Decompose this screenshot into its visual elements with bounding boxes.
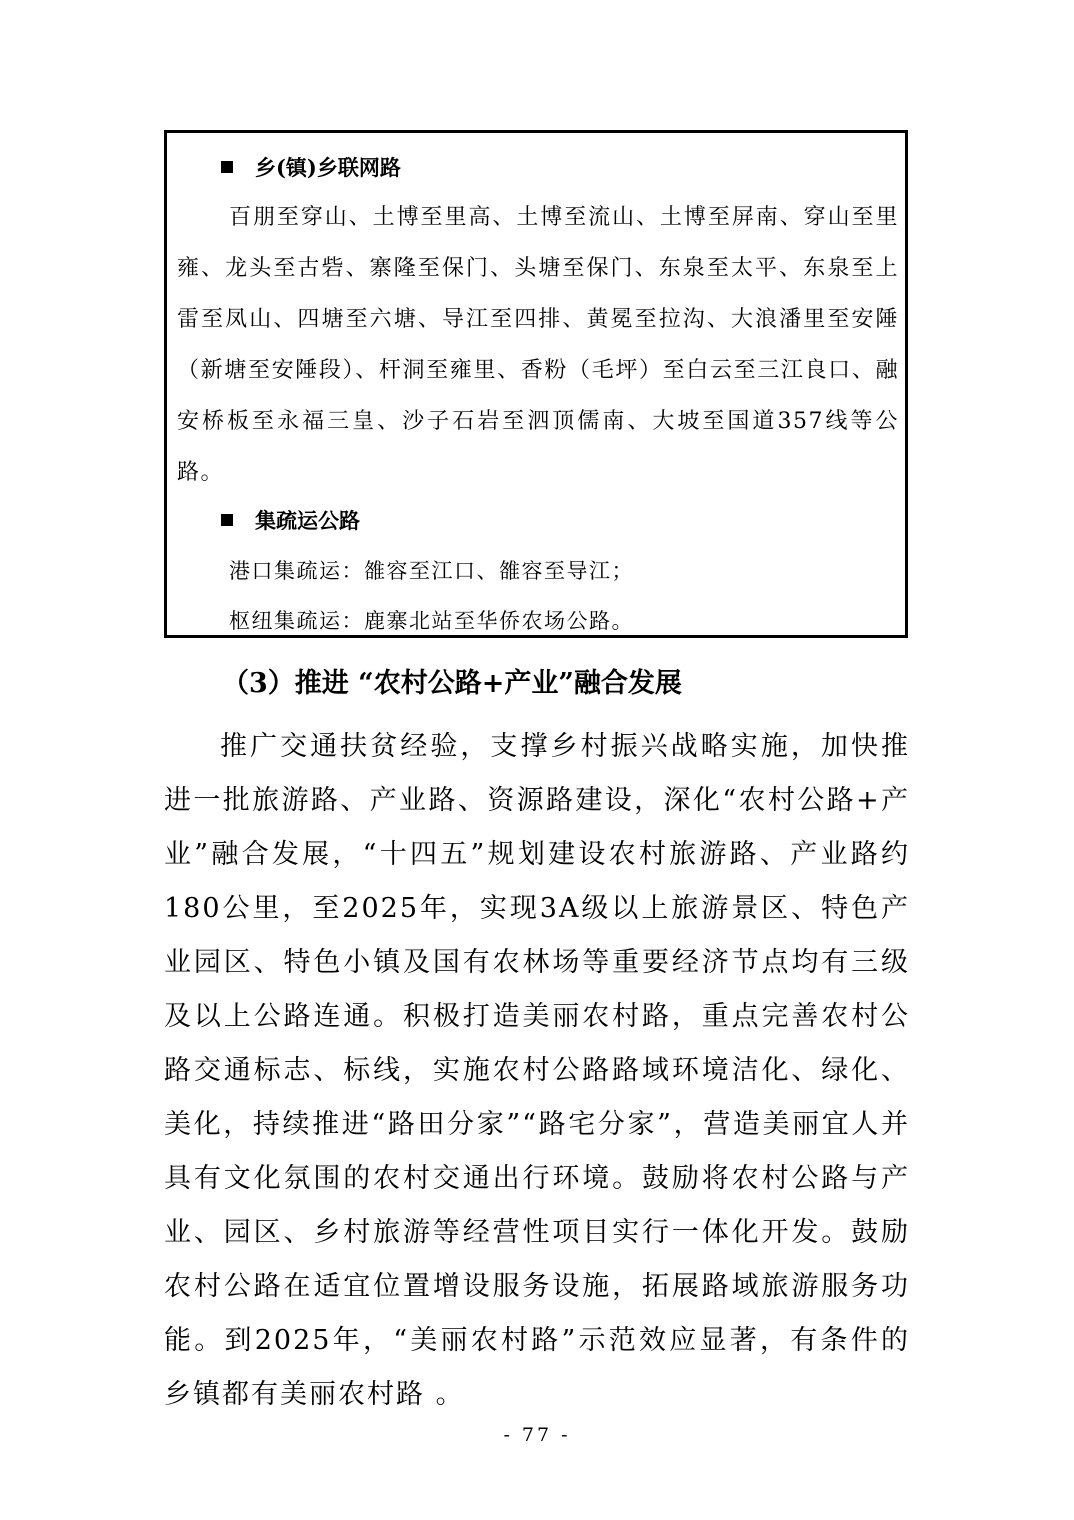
route-list-box xyxy=(164,130,908,638)
square-bullet-icon xyxy=(221,161,233,173)
rural-road-list: 百朋至穿山、土博至里高、土博至流山、土博至屏南、穿山至里雍、龙头至古砦、寨隆至保门、头塘至保门、东泉至太平、东泉至上雷至凤山、四塘至六塘、导江至四排、黄冕至拉沟、大浪潘里至安陲（新塘至安陲段）、杆洞至雍里、香粉（毛坪）至白云至三江良口、融安桥板至永福三皇、沙子石岩至泗顶儒南、大坡至国道357线等公路。 xyxy=(177,205,899,485)
section-heading: （3）推进 “农村公路+产业”融合发展 xyxy=(222,668,682,699)
rural-road-heading xyxy=(221,153,401,183)
collector-road-heading-text: 集疏运公路 xyxy=(255,508,360,533)
port-collector-line: 港口集疏运：雒容至江口、雒容至导江； xyxy=(229,559,634,583)
hub-collector-line: 枢纽集疏运：鹿寨北站至华侨农场公路。 xyxy=(229,609,634,633)
body-paragraph: 推广交通扶贫经验，支撑乡村振兴战略实施，加快推进一批旅游路、产业路、资源路建设，深化“农村公路+产业”融合发展，“十四五”规划建设农村旅游路、产业路约180公里，至2025年，实现3A级以上旅游景区、特色产业园区、特色小镇及国有农林场等重要经济节点均有三级及以上公路连通。积极打造美丽农村路，重点完善农村公路交通标志、标线，实施农村公路路域环境洁化、绿化、美化，持续推进“路田分家”“路宅分家”，营造美丽宜人并具有文化氛围的农村交通出行环境。鼓励将农村公路与产业、园区、乡村旅游等经营性项目实行一体化开发。鼓励农村公路在适宜位置增设服务设施，拓展路域旅游服务功能。到2025年，“美丽农村路”示范效应显著，有条件的乡镇都有美丽农村路 。 xyxy=(164,731,910,1410)
square-bullet-icon xyxy=(221,514,233,526)
rural-road-heading-text: 乡(镇)乡联网路 xyxy=(255,155,401,180)
page-number: - 77 - xyxy=(503,1424,571,1446)
collector-road-heading xyxy=(221,506,360,536)
